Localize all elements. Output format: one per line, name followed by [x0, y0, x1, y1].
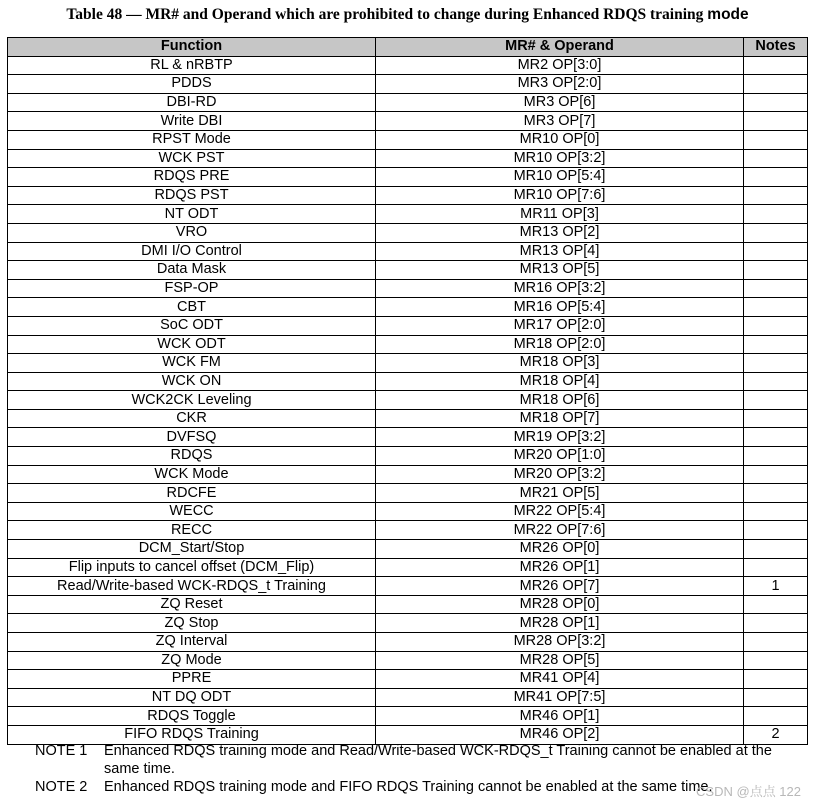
table-row [8, 670, 808, 689]
table-row [8, 298, 808, 317]
note-label: NOTE 1 [35, 743, 88, 759]
header-function: Function [8, 38, 376, 57]
cell-mr-operand: MR26 OP[7] [376, 577, 744, 596]
cell-notes [744, 56, 808, 75]
cell-mr-operand: MR21 OP[5] [376, 484, 744, 503]
table-row [8, 149, 808, 168]
cell-notes [744, 112, 808, 131]
table-row [8, 409, 808, 428]
table-caption-main: Table 48 — MR# and Operand which are prohibited to change during Enhanced RDQS training [66, 6, 704, 23]
cell-mr-operand: MR18 OP[2:0] [376, 335, 744, 354]
table-row [8, 540, 808, 559]
cell-notes [744, 484, 808, 503]
table-row [8, 688, 808, 707]
cell-function: Write DBI [8, 112, 376, 131]
cell-notes [744, 223, 808, 242]
cell-function: DBI-RD [8, 93, 376, 112]
cell-function: SoC ODT [8, 316, 376, 335]
cell-mr-operand: MR46 OP[2] [376, 725, 744, 744]
table-row [8, 651, 808, 670]
cell-mr-operand: MR10 OP[5:4] [376, 168, 744, 187]
table-row [8, 354, 808, 373]
cell-mr-operand: MR26 OP[0] [376, 540, 744, 559]
cell-notes [744, 409, 808, 428]
cell-function: RDQS PRE [8, 168, 376, 187]
cell-mr-operand: MR16 OP[3:2] [376, 279, 744, 298]
cell-function: ZQ Reset [8, 595, 376, 614]
table-row [8, 316, 808, 335]
watermark: CSDN @点点 122 [696, 784, 801, 799]
header-notes: Notes [744, 38, 808, 57]
cell-function: FSP-OP [8, 279, 376, 298]
cell-function: RPST Mode [8, 130, 376, 149]
table-row [8, 261, 808, 280]
cell-mr-operand: MR3 OP[2:0] [376, 75, 744, 94]
header-mr-operand: MR# & Operand [376, 38, 744, 57]
cell-notes [744, 614, 808, 633]
cell-notes [744, 75, 808, 94]
table-body [8, 56, 808, 744]
cell-mr-operand: MR13 OP[4] [376, 242, 744, 261]
cell-mr-operand: MR28 OP[5] [376, 651, 744, 670]
cell-mr-operand: MR28 OP[0] [376, 595, 744, 614]
cell-function: CBT [8, 298, 376, 317]
cell-notes [744, 688, 808, 707]
cell-function: RECC [8, 521, 376, 540]
cell-notes [744, 149, 808, 168]
cell-function: Flip inputs to cancel offset (DCM_Flip) [8, 558, 376, 577]
cell-function: WCK FM [8, 354, 376, 373]
cell-function: RDQS PST [8, 186, 376, 205]
table-row [8, 279, 808, 298]
cell-function: Data Mask [8, 261, 376, 280]
table-row [8, 391, 808, 410]
cell-mr-operand: MR18 OP[3] [376, 354, 744, 373]
cell-notes [744, 465, 808, 484]
cell-function: RDQS [8, 447, 376, 466]
cell-mr-operand: MR3 OP[6] [376, 93, 744, 112]
cell-notes [744, 93, 808, 112]
cell-function: FIFO RDQS Training [8, 725, 376, 744]
table-row [8, 223, 808, 242]
cell-notes: 2 [744, 725, 808, 744]
table-row [8, 707, 808, 726]
table-row [8, 168, 808, 187]
cell-notes [744, 595, 808, 614]
cell-notes [744, 335, 808, 354]
note-label: NOTE 2 [35, 779, 88, 795]
table-row [8, 595, 808, 614]
cell-mr-operand: MR11 OP[3] [376, 205, 744, 224]
cell-function: Read/Write-based WCK-RDQS_t Training [8, 577, 376, 596]
table-row [8, 205, 808, 224]
cell-function: DMI I/O Control [8, 242, 376, 261]
cell-mr-operand: MR46 OP[1] [376, 707, 744, 726]
cell-mr-operand: MR28 OP[3:2] [376, 633, 744, 652]
cell-mr-operand: MR41 OP[4] [376, 670, 744, 689]
cell-mr-operand: MR28 OP[1] [376, 614, 744, 633]
cell-notes [744, 633, 808, 652]
cell-notes [744, 168, 808, 187]
cell-mr-operand: MR18 OP[4] [376, 372, 744, 391]
cell-function: WCK Mode [8, 465, 376, 484]
cell-mr-operand: MR3 OP[7] [376, 112, 744, 131]
prohibited-mr-table [7, 37, 808, 745]
cell-mr-operand: MR18 OP[7] [376, 409, 744, 428]
cell-notes [744, 670, 808, 689]
cell-notes [744, 428, 808, 447]
cell-function: DVFSQ [8, 428, 376, 447]
cell-notes: 1 [744, 577, 808, 596]
cell-notes [744, 521, 808, 540]
cell-function: WECC [8, 502, 376, 521]
cell-mr-operand: MR10 OP[3:2] [376, 149, 744, 168]
cell-mr-operand: MR22 OP[7:6] [376, 521, 744, 540]
table-row [8, 502, 808, 521]
table-row [8, 484, 808, 503]
cell-function: WCK PST [8, 149, 376, 168]
cell-mr-operand: MR13 OP[2] [376, 223, 744, 242]
table-row [8, 447, 808, 466]
table-row [8, 577, 808, 596]
cell-mr-operand: MR16 OP[5:4] [376, 298, 744, 317]
cell-function: WCK2CK Leveling [8, 391, 376, 410]
cell-function: VRO [8, 223, 376, 242]
table-row [8, 428, 808, 447]
cell-notes [744, 261, 808, 280]
cell-notes [744, 186, 808, 205]
table-row [8, 112, 808, 131]
cell-notes [744, 540, 808, 559]
table-header-row [8, 38, 808, 57]
table-row [8, 372, 808, 391]
cell-notes [744, 298, 808, 317]
cell-notes [744, 447, 808, 466]
table-row [8, 242, 808, 261]
cell-notes [744, 391, 808, 410]
cell-mr-operand: MR13 OP[5] [376, 261, 744, 280]
table-row [8, 614, 808, 633]
cell-mr-operand: MR2 OP[3:0] [376, 56, 744, 75]
note-1 [7, 742, 807, 778]
cell-mr-operand: MR10 OP[0] [376, 130, 744, 149]
cell-function: PPRE [8, 670, 376, 689]
cell-notes [744, 130, 808, 149]
cell-function: RL & nRBTP [8, 56, 376, 75]
table-row [8, 465, 808, 484]
cell-function: RDQS Toggle [8, 707, 376, 726]
cell-function: NT DQ ODT [8, 688, 376, 707]
note-2 [7, 778, 807, 796]
cell-notes [744, 316, 808, 335]
cell-mr-operand: MR41 OP[7:5] [376, 688, 744, 707]
cell-mr-operand: MR20 OP[1:0] [376, 447, 744, 466]
table-row [8, 75, 808, 94]
cell-function: RDCFE [8, 484, 376, 503]
table-row [8, 335, 808, 354]
table-row [8, 633, 808, 652]
cell-function: ZQ Mode [8, 651, 376, 670]
cell-mr-operand: MR10 OP[7:6] [376, 186, 744, 205]
cell-mr-operand: MR18 OP[6] [376, 391, 744, 410]
table-row [8, 56, 808, 75]
table-caption [0, 6, 815, 24]
cell-function: WCK ON [8, 372, 376, 391]
cell-function: CKR [8, 409, 376, 428]
cell-mr-operand: MR26 OP[1] [376, 558, 744, 577]
table-row [8, 558, 808, 577]
cell-mr-operand: MR17 OP[2:0] [376, 316, 744, 335]
cell-notes [744, 651, 808, 670]
cell-notes [744, 502, 808, 521]
cell-notes [744, 558, 808, 577]
cell-notes [744, 279, 808, 298]
cell-notes [744, 372, 808, 391]
cell-notes [744, 707, 808, 726]
cell-notes [744, 205, 808, 224]
table-row [8, 521, 808, 540]
cell-notes [744, 242, 808, 261]
table-row [8, 93, 808, 112]
cell-mr-operand: MR20 OP[3:2] [376, 465, 744, 484]
cell-function: DCM_Start/Stop [8, 540, 376, 559]
cell-function: PDDS [8, 75, 376, 94]
table-caption-tail: mode [707, 6, 749, 23]
table-row [8, 130, 808, 149]
cell-function: ZQ Interval [8, 633, 376, 652]
note-text: Enhanced RDQS training mode and Read/Write-based WCK-RDQS_t Training cannot be enabled at the same time. [104, 743, 772, 777]
cell-notes [744, 354, 808, 373]
cell-function: NT ODT [8, 205, 376, 224]
note-text: Enhanced RDQS training mode and FIFO RDQS Training cannot be enabled at the same time. [104, 779, 713, 795]
cell-function: WCK ODT [8, 335, 376, 354]
table-notes [7, 742, 807, 796]
cell-mr-operand: MR19 OP[3:2] [376, 428, 744, 447]
cell-mr-operand: MR22 OP[5:4] [376, 502, 744, 521]
cell-function: ZQ Stop [8, 614, 376, 633]
table-row [8, 186, 808, 205]
